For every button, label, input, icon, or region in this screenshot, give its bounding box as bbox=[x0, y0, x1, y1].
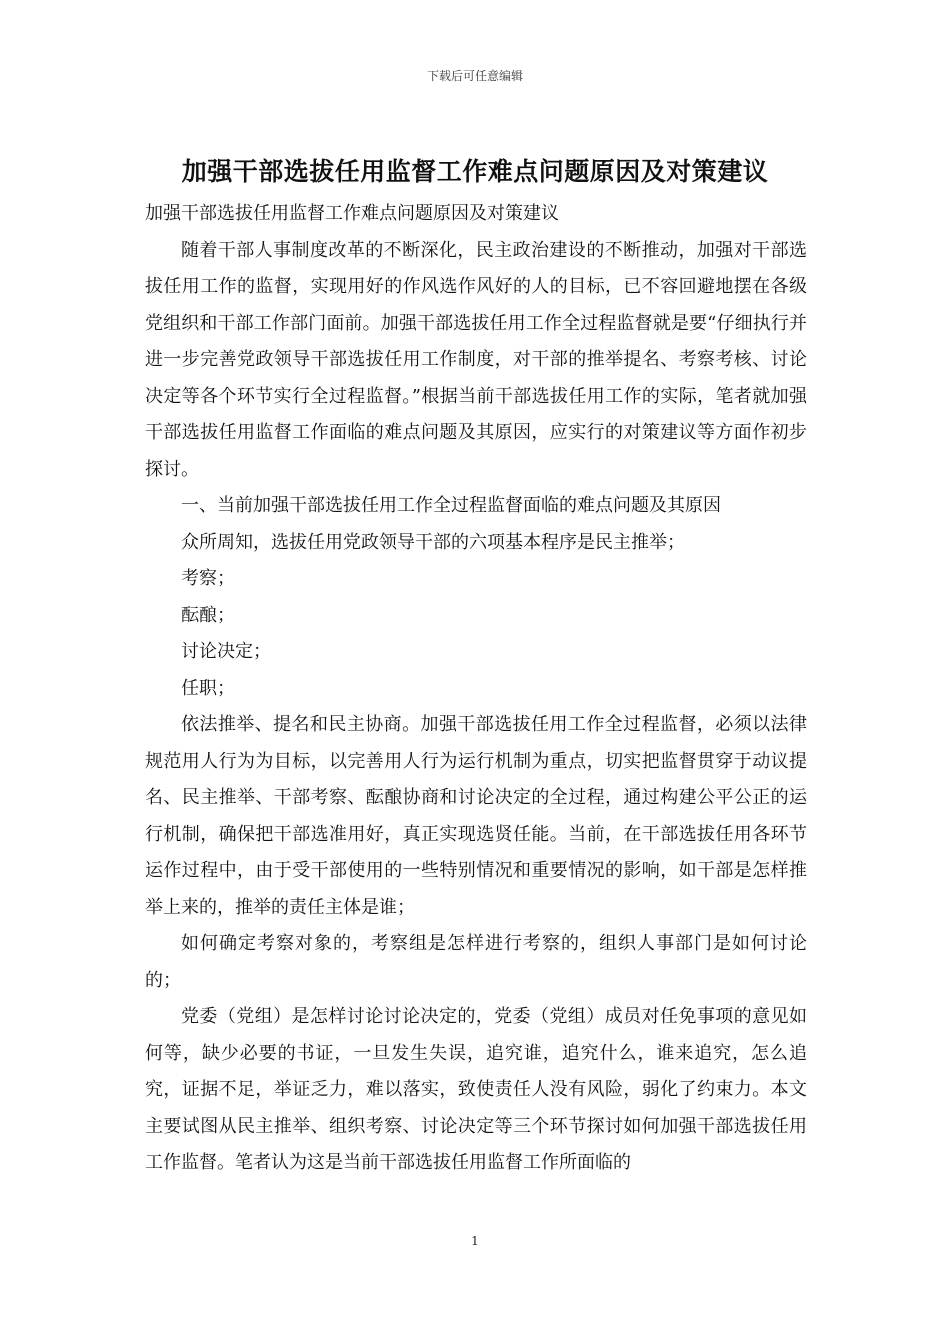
body-paragraph: 众所周知，选拔任用党政领导干部的六项基本程序是民主推举； bbox=[181, 531, 685, 553]
document-body bbox=[145, 196, 807, 1182]
section-heading: 一、当前加强干部选拔任用工作全过程监督面临的难点问题及其原因 bbox=[181, 495, 721, 516]
list-item: 任职； bbox=[181, 677, 235, 699]
list-item: 酝酿； bbox=[181, 604, 235, 626]
page-number: 1 bbox=[471, 1234, 479, 1248]
document-title: 加强干部选拔任用监督工作难点问题原因及对策建议 bbox=[181, 157, 769, 186]
list-item: 讨论决定； bbox=[181, 641, 271, 662]
body-paragraph: 如何确定考察对象的，考察组是怎样进行考察的，组织人事部门是如何讨论的； bbox=[145, 933, 807, 991]
body-paragraph: 依法推举、提名和民主协商。加强干部选拔任用工作全过程监督，必须以法律规范用人行为为目标，以完善用人行为运行机制为重点，切实把监督贯穿于动议提名、民主推举、干部考察、酝酿协商和讨论决定的全过程，通过构建公平公正的运行机制，确保把干部选准用好，真正实现选贤任能。当前，在干部选拔任用各环节运作过程中，由于受干部使用的一些特别情况和重要情况的影响，如干部是怎样推举上来的，推举的责任主体是谁； bbox=[145, 714, 807, 918]
body-paragraph: 随着干部人事制度改革的不断深化，民主政治建设的不断推动，加强对干部选拔任用工作的监督，实现用好的作风选作风好的人的目标，已不容回避地摆在各级党组织和干部工作部门面前。加强干部选拔任用工作全过程监督就是要“仔细执行并进一步完善党政领导干部选拔任用工作制度，对干部的推举提名、考察考核、讨论决定等各个环节实行全过程监督。”根据当前干部选拔任用工作的实际，笔者就加强干部选拔任用监督工作面临的难点问题及其原因，应实行的对策建议等方面作初步探讨。 bbox=[145, 239, 807, 480]
body-paragraph: 党委（党组）是怎样讨论讨论决定的，党委（党组）成员对任免事项的意见如何等，缺少必要的书证，一旦发生失误，追究谁，追究什么，谁来追究，怎么追究，证据不足，举证乏力，难以落实，致使责任人没有风险，弱化了约束力。本文主要试图从民主推举、组织考察、讨论决定等三个环节探讨如何加强干部选拔任用工作监督。笔者认为这是当前干部选拔任用监督工作所面临的 bbox=[145, 1006, 807, 1173]
page-header-note: 下载后可任意编辑 bbox=[426, 69, 523, 83]
list-item: 考察； bbox=[181, 568, 235, 589]
subtitle-paragraph: 加强干部选拔任用监督工作难点问题原因及对策建议 bbox=[145, 203, 559, 224]
